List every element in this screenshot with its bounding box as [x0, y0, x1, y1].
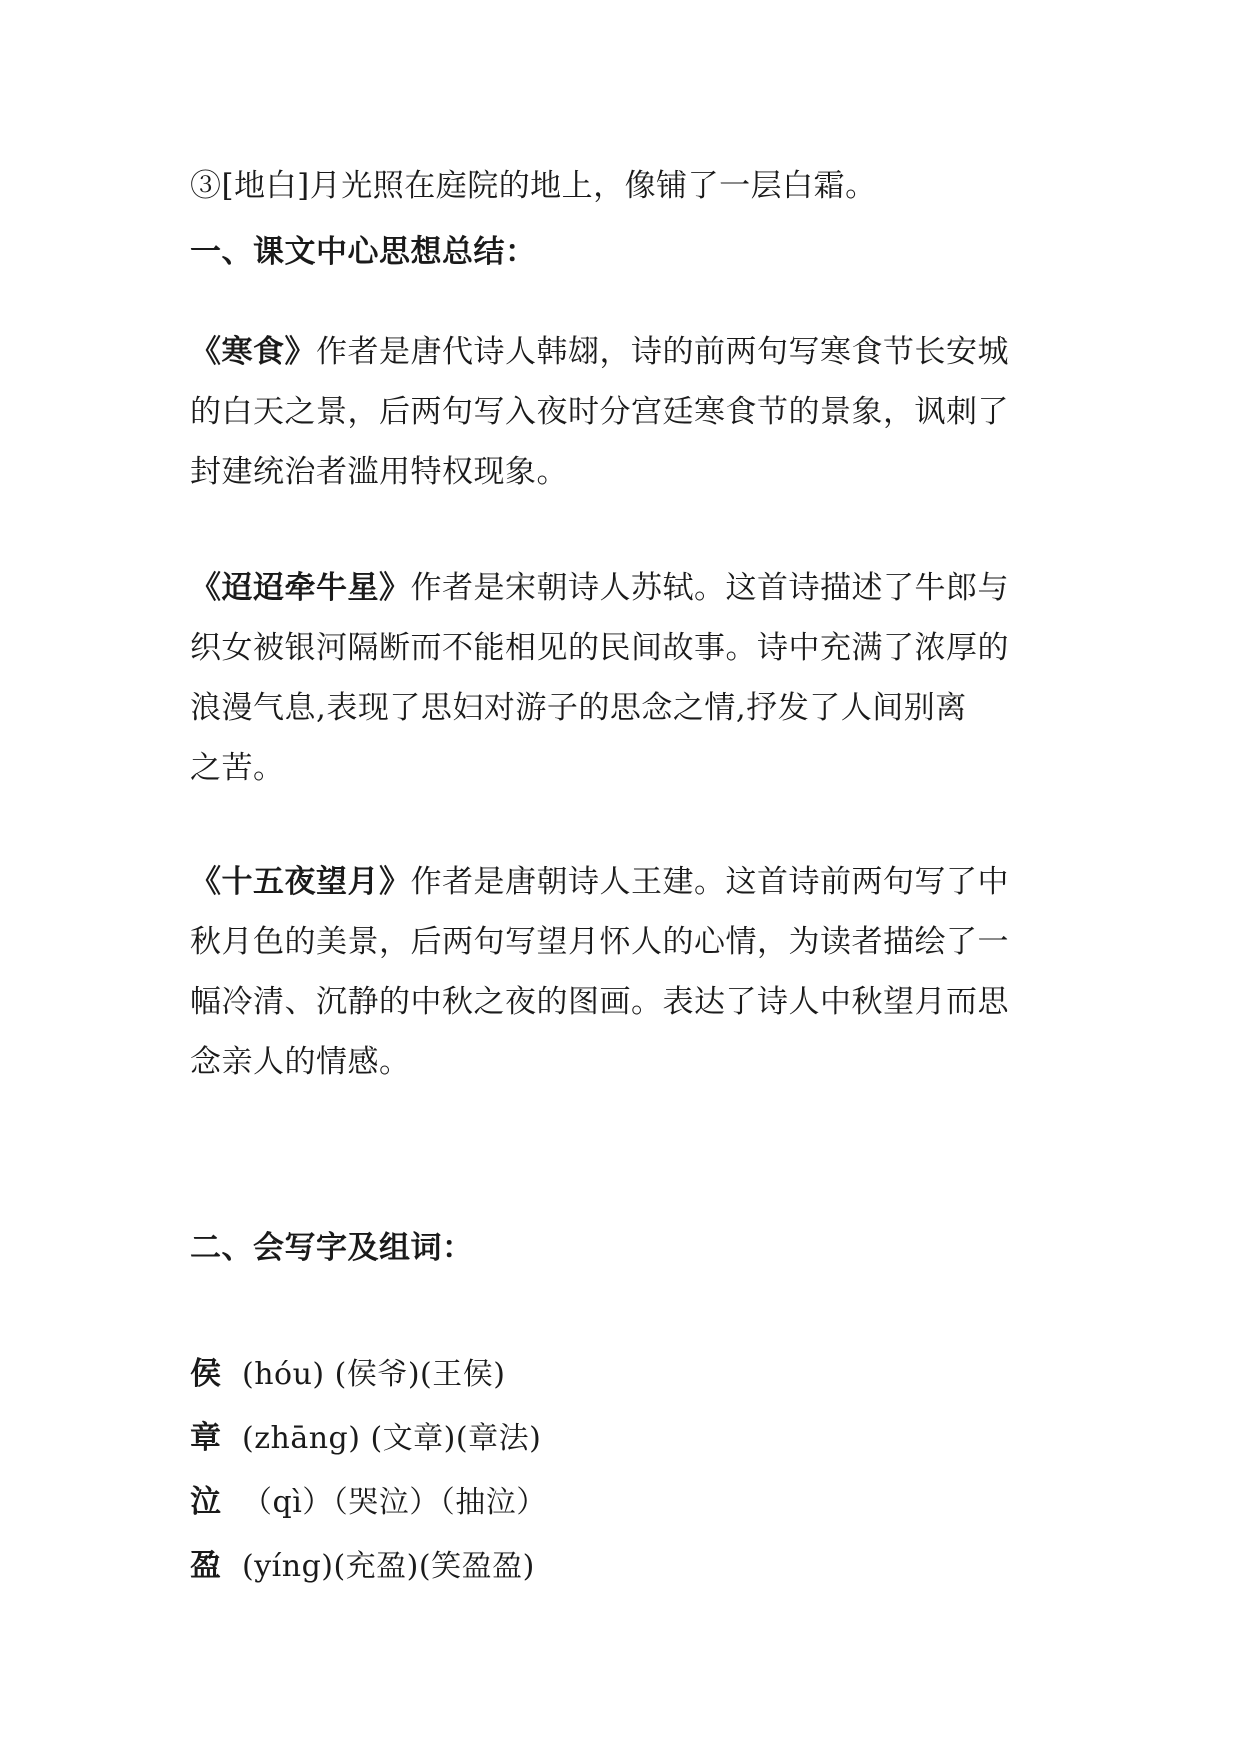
paragraph-text: 作者是唐朝诗人王建。这首诗前两句写了中: [410, 864, 1009, 900]
paragraph-3-line-4: 念亲人的情感。: [190, 1044, 411, 1080]
vocab-char: 盈: [190, 1548, 222, 1584]
poem-title: 《寒食》: [190, 334, 316, 370]
paragraph-3-line-2: 秋月色的美景，后两句写望月怀人的心情，为读者描绘了一: [190, 924, 1009, 960]
vocab-words: (hóu) (侯爷)(王侯): [242, 1357, 506, 1392]
poem-title: 《迢迢牵牛星》: [190, 570, 411, 606]
vocab-item: [190, 1418, 541, 1459]
paragraph-1-line-1: [190, 332, 1009, 372]
vocab-item: [190, 1546, 535, 1587]
paragraph-2-line-2: 织女被银河隔断而不能相见的民间故事。诗中充满了浓厚的: [190, 630, 1009, 666]
section2-heading: 二、会写字及组词：: [190, 1230, 474, 1266]
paragraph-2-line-3: 浪漫气息,表现了思妇对游子的思念之情,抒发了人间别离: [190, 690, 967, 726]
paragraph-3-line-1: [190, 862, 1009, 902]
poem-title: 《十五夜望月》: [190, 864, 411, 900]
paragraph-1-line-3: 封建统治者滥用特权现象。: [190, 454, 568, 490]
paragraph-2-line-1: [190, 568, 1009, 608]
vocab-item: [190, 1354, 505, 1395]
vocab-words: (yíng)(充盈)(笑盈盈): [242, 1549, 535, 1584]
paragraph-text: 作者是唐代诗人韩翃，诗的前两句写寒食节长安城: [316, 334, 1009, 370]
section1-heading: 一、课文中心思想总结：: [190, 234, 537, 270]
vocab-char: 侯: [190, 1356, 222, 1392]
paragraph-3-line-3: 幅冷清、沉静的中秋之夜的图画。表达了诗人中秋望月而思: [190, 984, 1009, 1020]
paragraph-text: 作者是宋朝诗人苏轼。这首诗描述了牛郎与: [410, 570, 1009, 606]
intro-line: ③[地白]月光照在庭院的地上，像铺了一层白霜。: [190, 168, 877, 204]
vocab-char: 泣: [190, 1484, 222, 1520]
vocab-item: [190, 1482, 547, 1523]
paragraph-1-line-2: 的白天之景，后两句写入夜时分宫廷寒食节的景象，讽刺了: [190, 394, 1009, 430]
vocab-words: （qì）（哭泣）（抽泣）: [242, 1485, 547, 1520]
paragraph-2-line-4: 之苦。: [190, 750, 285, 786]
vocab-char: 章: [190, 1420, 222, 1456]
vocab-words: (zhāng) (文章)(章法): [242, 1421, 542, 1456]
